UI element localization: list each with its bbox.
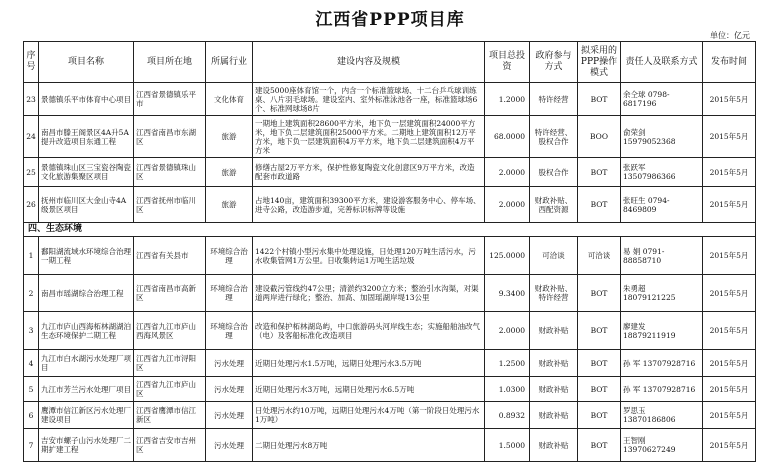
header-cell: 项目所在地	[134, 42, 206, 83]
row-number: 23	[24, 83, 39, 116]
industry: 污水处理	[206, 350, 253, 377]
contact-person: 张旺生 0794-8469809	[621, 187, 703, 223]
publish-date: 2015年5月	[703, 237, 756, 275]
header-row	[24, 42, 756, 83]
total-investment: 2.0000	[485, 312, 530, 350]
project-location: 江西省鹰潭市信江新区	[134, 402, 206, 429]
industry: 旅游	[206, 187, 253, 223]
row-number: 4	[24, 350, 39, 377]
header-cell: 所属行业	[206, 42, 253, 83]
publish-date: 2015年5月	[703, 377, 756, 402]
project-name: 南昌市滕王阁景区4A升5A提升改造项目东通工程	[39, 116, 134, 158]
gov-participation: 财政补贴、西配资源	[530, 187, 578, 223]
header-cell: 责任人及联系方式	[621, 42, 703, 83]
industry: 文化体育	[206, 83, 253, 116]
gov-participation: 财政补贴	[530, 350, 578, 377]
table-row	[24, 377, 756, 402]
industry: 污水处理	[206, 429, 253, 462]
gov-participation: 特许经营	[530, 83, 578, 116]
table-row	[24, 83, 756, 116]
total-investment: 1.2500	[485, 350, 530, 377]
table-row	[24, 158, 756, 187]
total-investment: 1.5000	[485, 429, 530, 462]
publish-date: 2015年5月	[703, 116, 756, 158]
ppp-mode: BOT	[578, 83, 621, 116]
project-location: 江西省景德镇珠山区	[134, 158, 206, 187]
project-name: 九江市白水湖污水处理厂项目	[39, 350, 134, 377]
header-cell: 拟采用的PPP操作模式	[578, 42, 621, 83]
construction-content: 建设5000座体育馆一个，内含一个标准篮球场、十二台乒乓球训练桌、八片羽毛球场。建设室内、室外标准泳池各一座，标准篮球场6个、标准网球场8片	[253, 83, 485, 116]
row-number: 3	[24, 312, 39, 350]
gov-participation: 财政补贴	[530, 429, 578, 462]
industry: 环境综合治理	[206, 275, 253, 312]
contact-person: 罗思玉 13870186806	[621, 402, 703, 429]
project-location: 江西省有关县市	[134, 237, 206, 275]
project-name: 南昌市瑶湖综合治理工程	[39, 275, 134, 312]
project-location: 江西省吉安市吉州区	[134, 429, 206, 462]
table-row	[24, 402, 756, 429]
ppp-mode: BOT	[578, 158, 621, 187]
construction-content: 日处理污水约10万吨，远期日处理污水4万吨（第一阶段日处理污水1万吨）	[253, 402, 485, 429]
ppp-mode: BOT	[578, 275, 621, 312]
gov-participation: 特许经营、股权合作	[530, 116, 578, 158]
total-investment: 68.0000	[485, 116, 530, 158]
unit-label: 单位：亿元	[710, 31, 750, 40]
project-name: 吉安市螺子山污水处理厂二期扩建工程	[39, 429, 134, 462]
publish-date: 2015年5月	[703, 429, 756, 462]
project-location: 江西省九江市浔阳区	[134, 350, 206, 377]
project-location: 江西省九江市庐山西海风景区	[134, 312, 206, 350]
contact-person: 易 娟 0791-88858710	[621, 237, 703, 275]
ppp-mode: BOT	[578, 187, 621, 223]
contact-person: 俞荣剑 15979052368	[621, 116, 703, 158]
ppp-mode: BOT	[578, 312, 621, 350]
header-cell: 项目总投资	[485, 42, 530, 83]
section-row	[24, 223, 756, 237]
table-row	[24, 116, 756, 158]
construction-content: 建设截污管线约47公里；清淤约3200立方米；整治引水沟渠，对渠道两岸进行绿化；整治、加高、加固瑶湖岸堤13公里	[253, 275, 485, 312]
contact-person: 廖建发 18879211919	[621, 312, 703, 350]
project-name: 九江市庐山西海柘林湖湖泊生态环境保护二期工程	[39, 312, 134, 350]
project-location: 江西省抚州市临川区	[134, 187, 206, 223]
gov-participation: 财政补贴、特许经营	[530, 275, 578, 312]
row-number: 25	[24, 158, 39, 187]
project-name: 鄱阳湖流域水环境综合治理一期工程	[39, 237, 134, 275]
construction-content: 修缮古屋2万平方米，保护性修复陶瓷文化创意区9万平方米，改造配套市政道路	[253, 158, 485, 187]
industry: 环境综合治理	[206, 312, 253, 350]
header-cell: 序号	[24, 42, 39, 83]
contact-person: 余仝球 0798-6817196	[621, 83, 703, 116]
gov-participation: 财政补贴	[530, 312, 578, 350]
construction-content: 改造和保护柘林湖岛屿，中口旅游码头河岸线生态；实施船舶油改气（电）及客船标准化改造项目	[253, 312, 485, 350]
construction-content: 近期日处理污水3万吨，远期日处理污水6.5万吨	[253, 377, 485, 402]
gov-participation: 财政补贴	[530, 377, 578, 402]
publish-date: 2015年5月	[703, 350, 756, 377]
project-location: 江西省景德镇乐平市	[134, 83, 206, 116]
project-location: 江西省南昌市高新区	[134, 275, 206, 312]
publish-date: 2015年5月	[703, 402, 756, 429]
header-cell: 建设内容及规模	[253, 42, 485, 83]
table-row	[24, 237, 756, 275]
ppp-mode: BOT	[578, 350, 621, 377]
ppp-mode: BOO	[578, 116, 621, 158]
table-row	[24, 350, 756, 377]
construction-content: 占地140亩，建筑面积39300平方米，建设游客服务中心、停车场、进寺公路，改造游步道，完善标识标牌等设施	[253, 187, 485, 223]
total-investment: 9.3400	[485, 275, 530, 312]
ppp-mode: BOT	[578, 402, 621, 429]
construction-content: 一期地上建筑面积28600平方米，地下负一层建筑面积24000平方米，地下负二层建筑面积25000平方米。二期地上建筑面积12万平方米，地下负一层建筑面积4万平方米，地下负二层建筑面积4万平方米	[253, 116, 485, 158]
row-number: 7	[24, 429, 39, 462]
industry: 环境综合治理	[206, 237, 253, 275]
publish-date: 2015年5月	[703, 312, 756, 350]
total-investment: 1.0300	[485, 377, 530, 402]
project-name: 鹰潭市信江新区污水处理厂建设项目	[39, 402, 134, 429]
publish-date: 2015年5月	[703, 187, 756, 223]
industry: 旅游	[206, 158, 253, 187]
total-investment: 125.0000	[485, 237, 530, 275]
project-location: 江西省南昌市东湖区	[134, 116, 206, 158]
contact-person: 张跃军 13507986366	[621, 158, 703, 187]
industry: 污水处理	[206, 377, 253, 402]
industry: 污水处理	[206, 402, 253, 429]
total-investment: 1.2000	[485, 83, 530, 116]
gov-participation: 股权合作	[530, 158, 578, 187]
table-row	[24, 275, 756, 312]
project-name: 抚州市临川区大金山寺4A级景区项目	[39, 187, 134, 223]
ppp-mode: BOT	[578, 429, 621, 462]
ppp-mode: BOT	[578, 377, 621, 402]
header-cell: 政府参与方式	[530, 42, 578, 83]
total-investment: 2.0000	[485, 158, 530, 187]
total-investment: 0.8932	[485, 402, 530, 429]
row-number: 5	[24, 377, 39, 402]
contact-person: 朱勇超 18079121225	[621, 275, 703, 312]
contact-person: 孙 军 13707928716	[621, 377, 703, 402]
project-name: 景德镇珠山区三宝瓷谷陶瓷文化旅游集聚区项目	[39, 158, 134, 187]
publish-date: 2015年5月	[703, 275, 756, 312]
publish-date: 2015年5月	[703, 158, 756, 187]
header-cell: 项目名称	[39, 42, 134, 83]
table-row	[24, 429, 756, 462]
row-number: 6	[24, 402, 39, 429]
header-cell: 发布时间	[703, 42, 756, 83]
publish-date: 2015年5月	[703, 83, 756, 116]
project-location: 江西省九江市庐山区	[134, 377, 206, 402]
page-title: 江西省PPP项目库	[315, 10, 465, 30]
gov-participation: 可洽谈	[530, 237, 578, 275]
ppp-project-table	[23, 41, 756, 462]
row-number: 26	[24, 187, 39, 223]
contact-person: 王智刚 13970627249	[621, 429, 703, 462]
construction-content: 1422个村镇小型污水集中处理设施，日处理120万吨生活污水，污水收集管网1万公里。日收集转运1万吨生活垃圾	[253, 237, 485, 275]
total-investment: 2.0000	[485, 187, 530, 223]
table-row	[24, 187, 756, 223]
project-name: 九江市芳兰污水处理厂项目	[39, 377, 134, 402]
construction-content: 近期日处理污水1.5万吨，远期日处理污水3.5万吨	[253, 350, 485, 377]
section-title: 四、生态环境	[24, 223, 756, 237]
row-number: 1	[24, 237, 39, 275]
row-number: 24	[24, 116, 39, 158]
row-number: 2	[24, 275, 39, 312]
project-name: 景德镇乐平市体育中心项目	[39, 83, 134, 116]
table-row	[24, 312, 756, 350]
contact-person: 孙 军 13707928716	[621, 350, 703, 377]
gov-participation: 财政补贴	[530, 402, 578, 429]
construction-content: 二期日处理污水8万吨	[253, 429, 485, 462]
industry: 旅游	[206, 116, 253, 158]
ppp-mode: 可洽谈	[578, 237, 621, 275]
